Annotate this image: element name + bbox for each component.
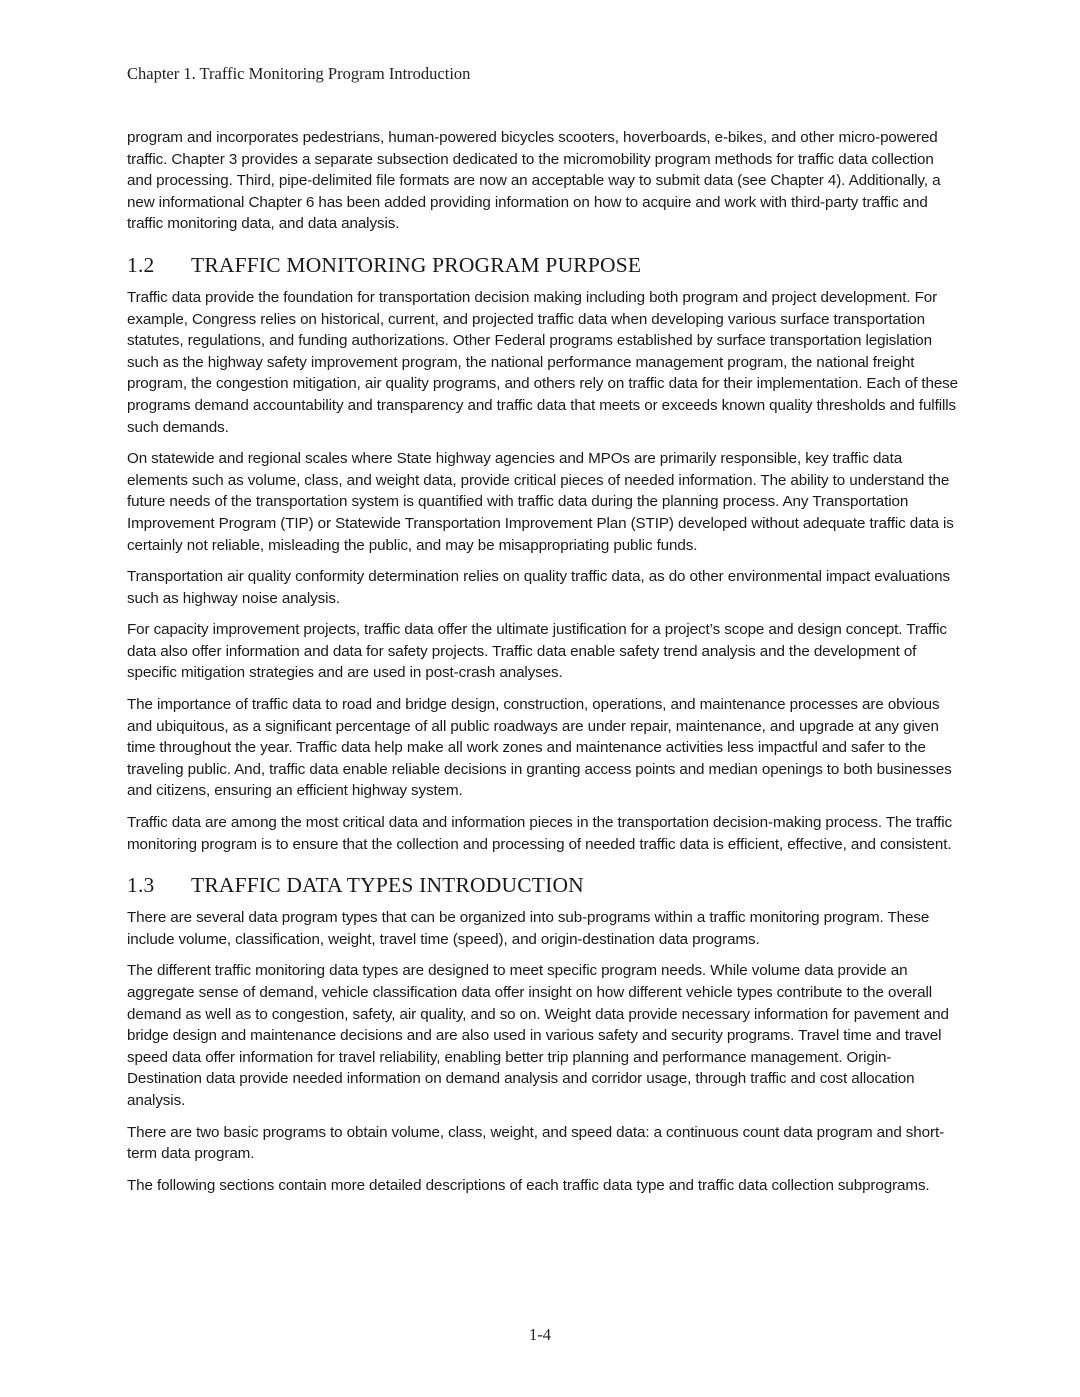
body-paragraph: Traffic data provide the foundation for transportation decision making including both program and project development. For example, Congress relies on historical, current, and projected traffic data when developing various surface transportation statutes, regulations, and funding authorizations. Other Federal programs established by surface transportation legislation such as the highway safety improvement program, the national performance management program, the national freight program, the congestion mitigation, air quality programs, and others rely on traffic data for their implementation. Each of these programs demand accountability and transparency and traffic data that meets or exceeds known quality thresholds and fulfills such demands. xyxy=(127,288,959,436)
body-paragraph: Traffic data are among the most critical data and information pieces in the transportation decision-making process. The traffic monitoring program is to ensure that the collection and processing of needed traffic data is efficient, effective, and consistent. xyxy=(127,814,953,853)
page-body xyxy=(127,127,959,1206)
section-heading xyxy=(127,871,959,899)
section-number: 1.2 xyxy=(127,252,155,277)
section-title: TRAFFIC MONITORING PROGRAM PURPOSE xyxy=(191,252,642,277)
section-number: 1.3 xyxy=(127,873,155,898)
section-title: TRAFFIC DATA TYPES INTRODUCTION xyxy=(191,873,584,898)
body-paragraph: Transportation air quality conformity determination relies on quality traffic data, as do other environmental impact evaluations such as highway noise analysis. xyxy=(127,568,950,607)
body-paragraph: There are two basic programs to obtain volume, class, weight, and speed data: a continuous count data program and short-term data program. xyxy=(127,1123,945,1163)
body-paragraph: There are several data program types that can be organized into sub-programs within a traffic monitoring program. These include volume, classification, weight, travel time (speed), and origin-destination data programs. xyxy=(127,909,930,948)
running-header: Chapter 1. Traffic Monitoring Program Introduction xyxy=(127,64,471,83)
body-paragraph: The importance of traffic data to road and bridge design, construction, operations, and maintenance processes are obvious and ubiquitous, as a significant percentage of all public roadways are under repair, maintenance, and upgrade at any given time throughout the year. Traffic data help make all work zones and maintenance activities less impactful and safer to the traveling public. And, traffic data enable reliable decisions in granting access points and median openings to both businesses and citizens, ensuring an efficient highway system. xyxy=(127,696,952,800)
section-1-2 xyxy=(127,251,959,855)
section-heading xyxy=(127,251,959,279)
body-paragraph: The following sections contain more detailed descriptions of each traffic data type and traffic data collection subprograms. xyxy=(127,1176,930,1194)
intro-paragraph: program and incorporates pedestrians, human-powered bicycles scooters, hoverboards, e-bikes, and other micro-powered traffic. Chapter 3 provides a separate subsection dedicated to the micromobility program methods for traffic data collection and processing. Third, pipe-delimited file formats are now an acceptable way to submit data (see Chapter 4). Additionally, a new informational Chapter 6 has been added providing information on how to acquire and work with third-party traffic and traffic monitoring data, and data analysis. xyxy=(127,129,941,233)
section-1-3 xyxy=(127,871,959,1196)
body-paragraph: The different traffic monitoring data types are designed to meet specific program needs. While volume data provide an aggregate sense of demand, vehicle classification data offer insight on how different vehicle types contribute to the overall demand as well as to congestion, safety, air quality, and so on. Weight data provide necessary information for pavement and bridge design and maintenance decisions and are also used in various safety and security programs. Travel time and travel speed data offer information for travel reliability, enabling better trip planning and performance management. Origin-Destination data provide needed information on demand analysis and corridor usage, through traffic and cost allocation analysis. xyxy=(127,962,949,1109)
body-paragraph: On statewide and regional scales where State highway agencies and MPOs are primarily responsible, key traffic data elements such as volume, class, and weight data, provide critical pieces of needed information. The ability to understand the future needs of the transportation system is quantified with traffic data during the planning process. Any Transportation Improvement Program (TIP) or Statewide Transportation Improvement Plan (STIP) developed without adequate traffic data is certainly not reliable, misleading the public, and may be misappropriating public funds. xyxy=(127,450,954,554)
body-paragraph: For capacity improvement projects, traffic data offer the ultimate justification for a project’s scope and design concept. Traffic data also offer information and data for safety projects. Traffic data enable safety trend analysis and the development of specific mitigation strategies and are used in post-crash analyses. xyxy=(127,621,947,682)
page-number: 1-4 xyxy=(529,1325,551,1344)
